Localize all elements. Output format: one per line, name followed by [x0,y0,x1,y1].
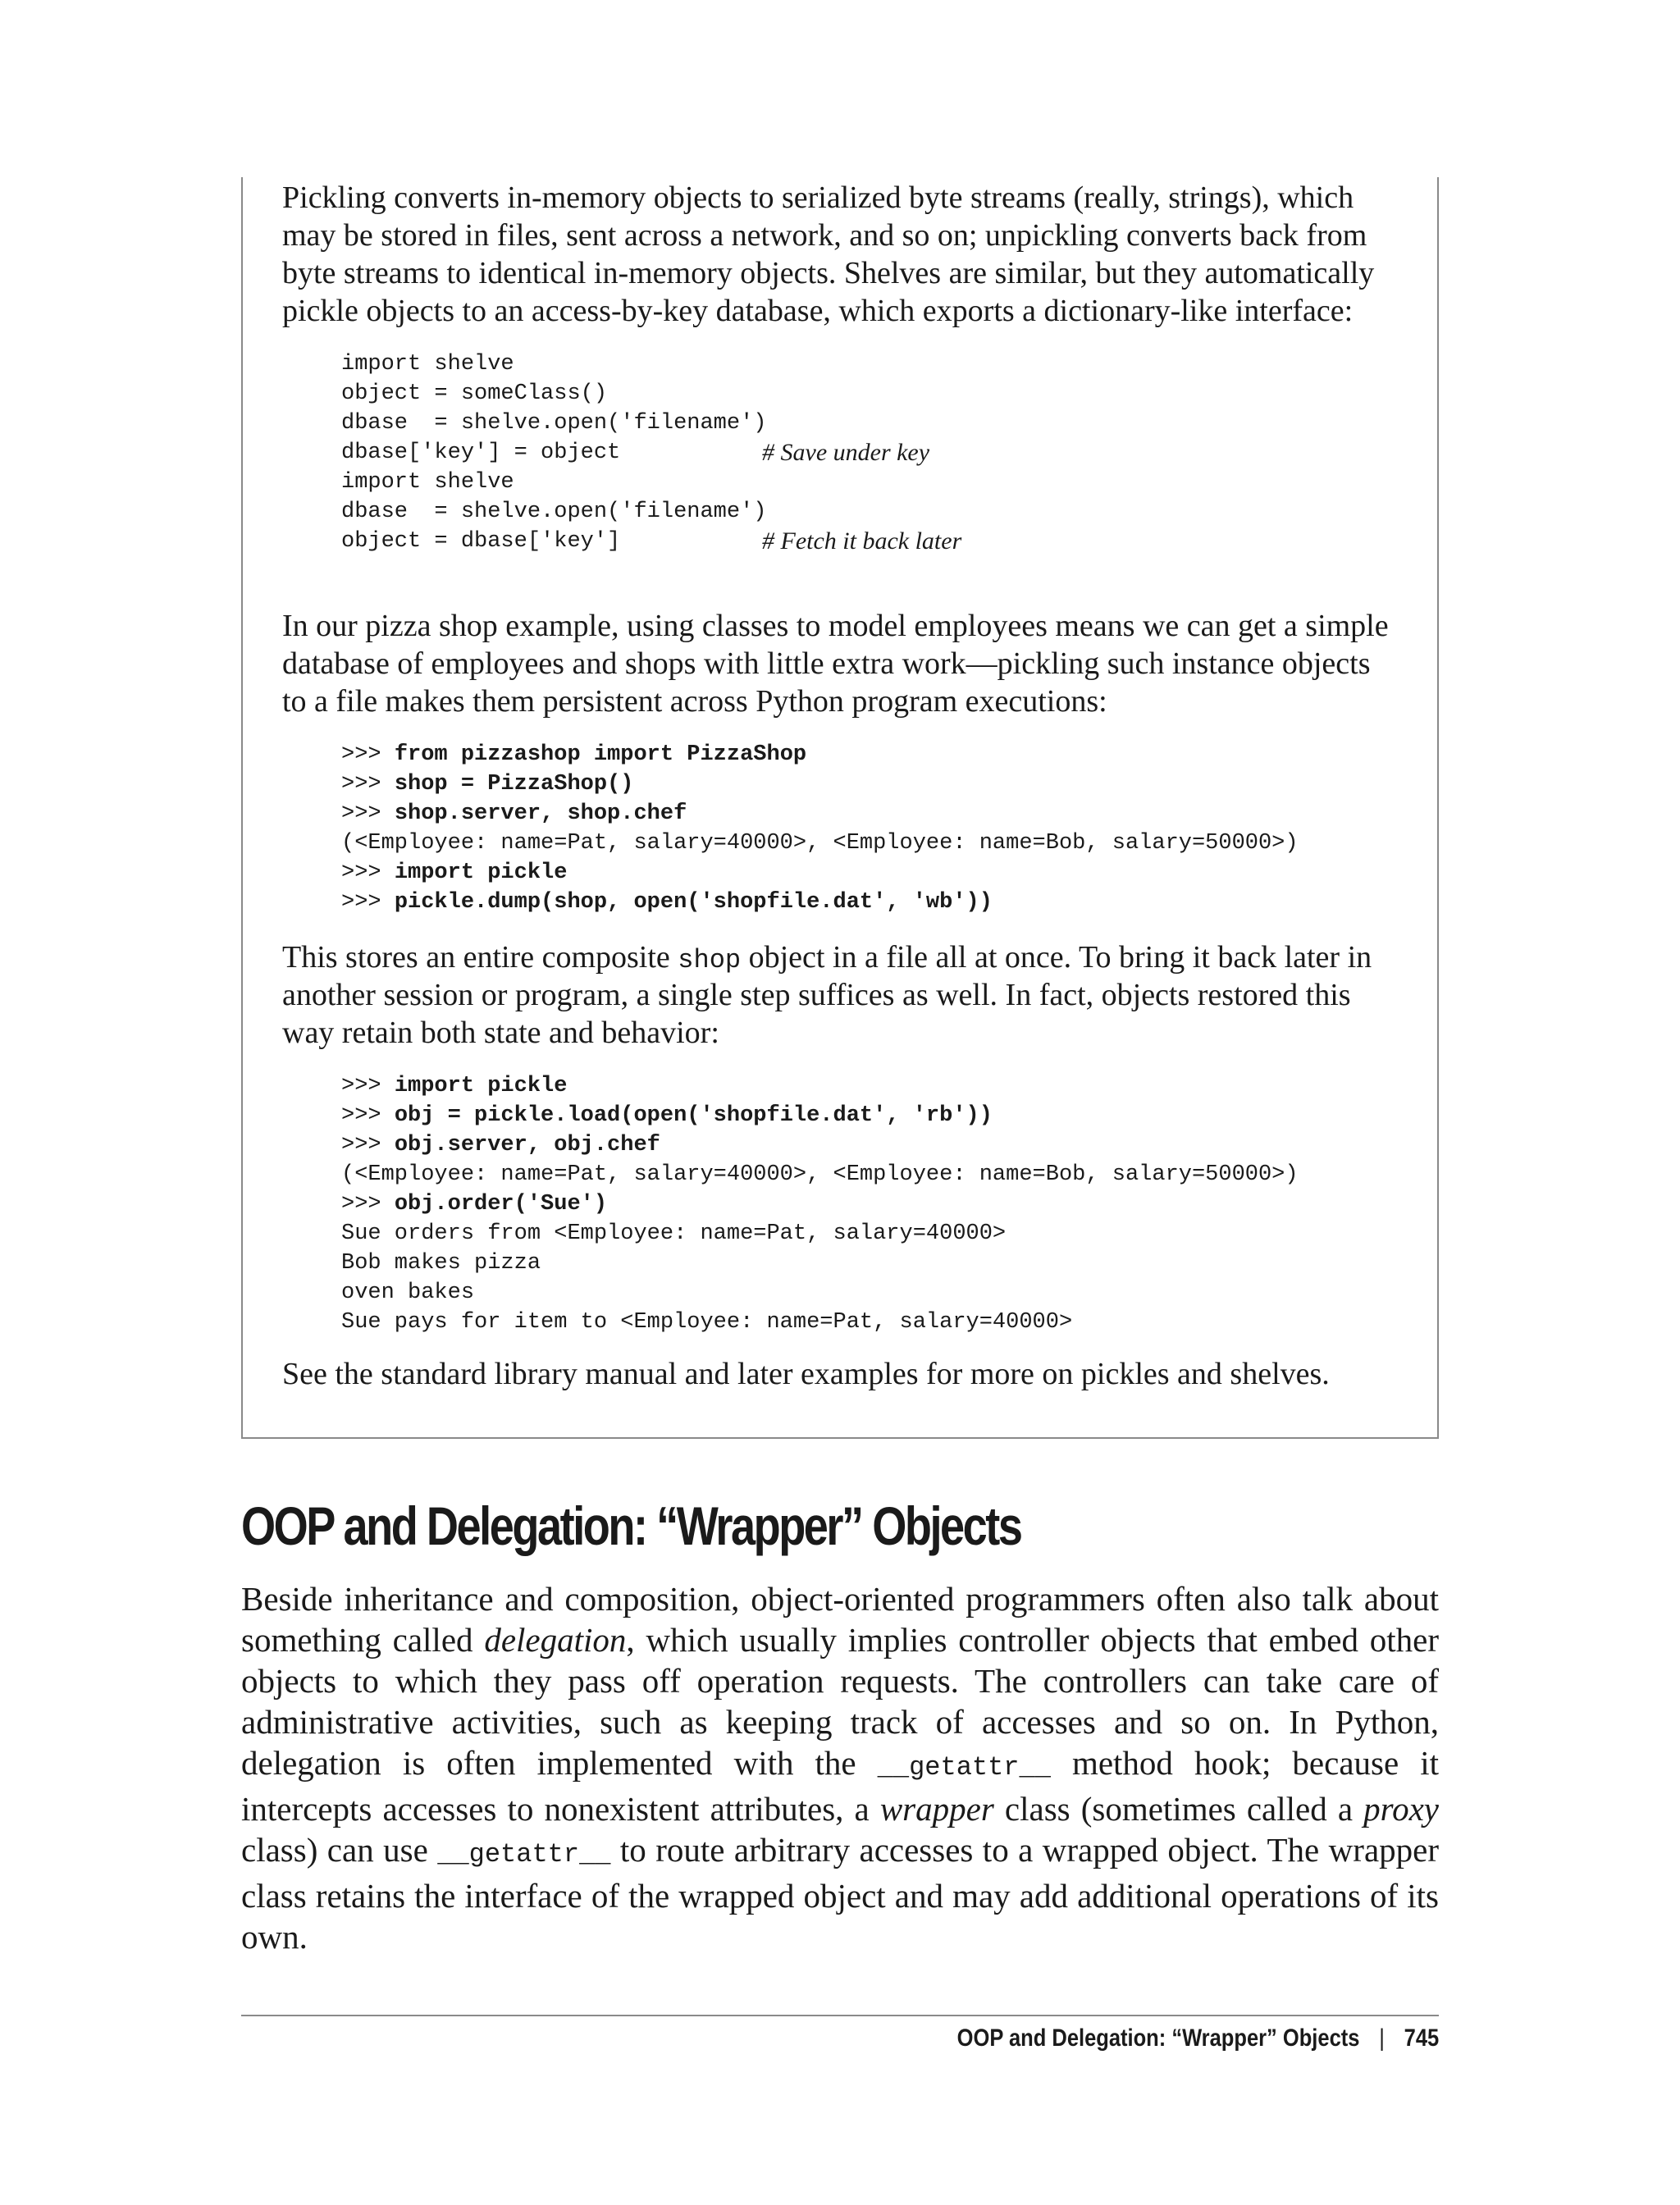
code-command: obj = pickle.load(open('shopfile.dat', 'rb')) [394,1103,993,1128]
code-output: (<Employee: name=Pat, salary=40000>, <Employee: name=Bob, salary=50000>) [341,831,1299,856]
code-output: Bob makes pizza [341,1251,541,1276]
code-line: dbase = shelve.open('filename') [341,411,767,436]
code-command: shop = PizzaShop() [394,772,634,797]
code-block-shelve [341,349,766,468]
code-line: object = dbase['key'] [341,529,621,554]
code-output: Sue orders from <Employee: name=Pat, salary=40000> [341,1221,1007,1246]
sidebar-para-2-line-3: to a file makes them persistent across Python program executions: [282,684,1107,719]
code-output: oven bakes [341,1281,475,1305]
inline-code: shop [678,945,742,975]
code-command: obj.server, obj.chef [394,1133,660,1157]
sidebar-para-2-line-1: In our pizza shop example, using classes to model employees means we can get a simple [282,609,1389,643]
footer-rule [241,2015,1439,2016]
code-comment: # Save under key [762,439,930,466]
emphasis: wrapper [879,1790,994,1828]
inline-code: __getattr__ [877,1752,1051,1783]
sidebar-para-1-line-2: may be stored in files, sent across a network, and so on; unpickling converts back from [282,218,1367,253]
code-line: object = someClass() [341,381,608,406]
sidebar-para-4: See the standard library manual and later examples for more on pickles and shelves. [282,1357,1330,1391]
code-line: import shelve [341,470,514,495]
code-block-shelve-2 [341,468,766,556]
code-line: import shelve [341,352,514,377]
code-command: import pickle [394,1074,568,1098]
page-number: 745 [1404,2025,1439,2052]
sidebar-para-3-line-3: way retain both state and behavior: [282,1016,719,1050]
sidebar-para-3-line-2: another session or program, a single step suffices as well. In fact, objects restored this [282,978,1351,1012]
sidebar-para-2-line-2: database of employees and shops with little extra work—pickling such instance objects [282,646,1371,681]
code-command: import pickle [394,861,568,885]
code-line: dbase = shelve.open('filename') [341,500,767,524]
footer-separator: | [1379,2025,1385,2052]
code-command: obj.order('Sue') [394,1192,608,1217]
emphasis: proxy [1363,1790,1439,1828]
code-output: (<Employee: name=Pat, salary=40000>, <Employee: name=Bob, salary=50000>) [341,1162,1299,1187]
code-output: Sue pays for item to <Employee: name=Pat, salary=40000> [341,1310,1073,1335]
code-command: from pizzashop import PizzaShop [394,742,807,767]
code-block-pickle-load: >>> import pickle >>> obj = pickle.load(open('shopfile.dat', 'rb')) >>> obj.server, obj.chef (<Employee: name=Pat, salary=40000>, <Employee: name=Bob, salary=50000>) >>> obj.order('Sue') Sue orders from <Employee: name=Pat, salary=40000> Bob makes pizza oven bakes Sue pays for item to <Employee: name=Pat, salary=40000> [341,1074,1299,1335]
sidebar-para-1-line-1: Pickling converts in-memory objects to serialized byte streams (really, strings), which [282,180,1354,215]
code-comment: # Fetch it back later [762,527,962,555]
code-command: pickle.dump(shop, open('shopfile.dat', 'wb')) [394,890,993,915]
emphasis: delegation [484,1621,627,1659]
code-comment-fetch [762,527,961,559]
page-footer [956,2025,1439,2052]
sidebar-para-3-line-1: This stores an entire composite shop object in a file all at once. To bring it back later in [282,940,1372,975]
section-heading: OOP and Delegation: “Wrapper” Objects [241,1495,1021,1556]
section-paragraph: Beside inheritance and composition, object-oriented programmers often also talk about something called delegation, which usually implies controller objects that embed other objects to which they pass off operation requests. The controllers can take care of administrative activities, such as keeping track of accesses and so on. In Python, delegation is often implemented with the __getattr__ method hook; because it intercepts accesses to nonexistent attributes, a wrapper class (sometimes called a proxy class) can use __getattr__ to route arbitrary accesses to a wrapped object. The wrapper class retains the interface of the wrapped object and may add additional operations of its own. [241,1580,1439,1956]
code-command: shop.server, shop.chef [394,801,687,826]
code-block-pickle-dump: >>> from pizzashop import PizzaShop >>> shop = PizzaShop() >>> shop.server, shop.chef (<Employee: name=Pat, salary=40000>, <Employee: name=Bob, salary=50000>) >>> import pickle >>> pickle.dump(shop, open('shopfile.dat', 'wb')) [341,742,1299,915]
code-line: dbase['key'] = object [341,441,621,465]
sidebar-box [241,177,1439,1439]
sidebar-para-1-line-4: pickle objects to an access-by-key database, which exports a dictionary-like interface: [282,294,1354,328]
code-comment-save [762,438,929,470]
inline-code: __getattr__ [437,1839,611,1869]
sidebar-para-1-line-3: byte streams to identical in-memory objects. Shelves are similar, but they automatically [282,256,1375,290]
footer-title: OOP and Delegation: “Wrapper” Objects [956,2025,1360,2052]
